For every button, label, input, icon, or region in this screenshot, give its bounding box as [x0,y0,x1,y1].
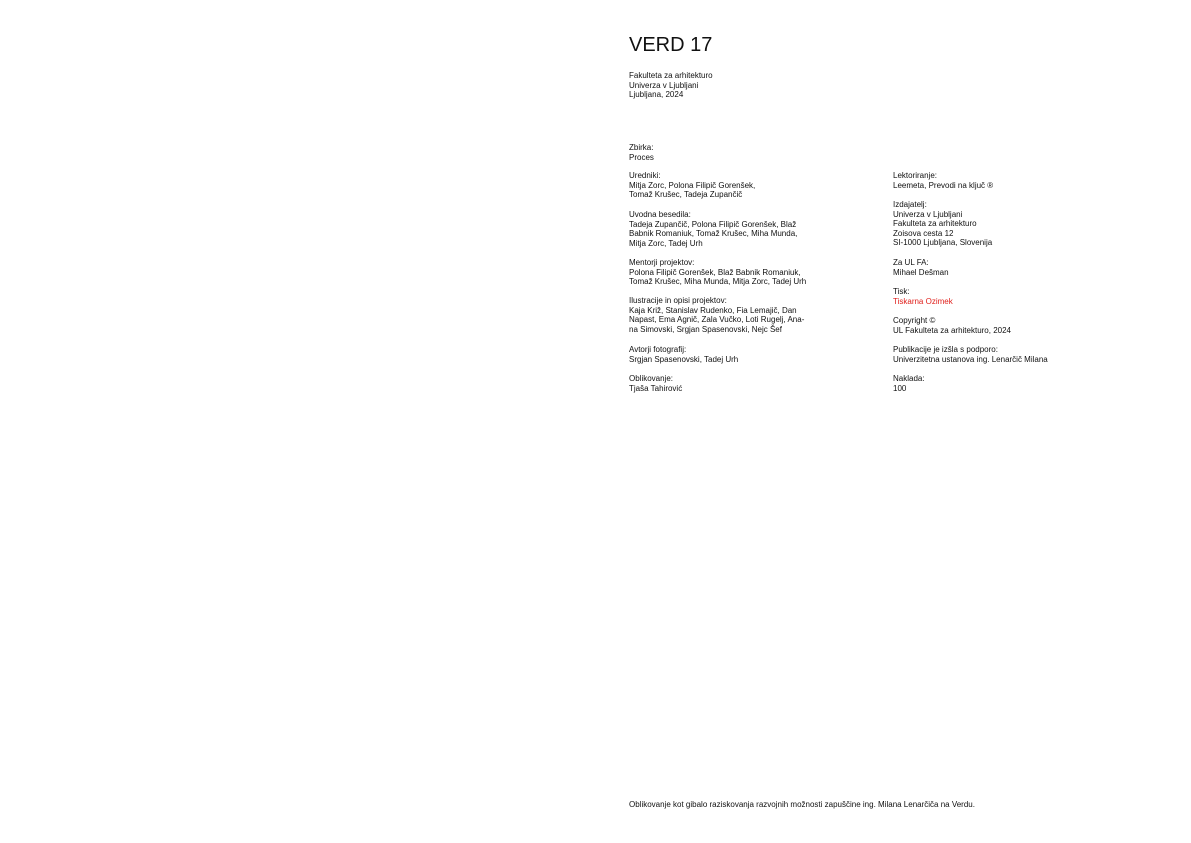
printer-name: Tiskarna Ozimek [893,296,953,306]
credit-value: na Simovski, Srgjan Spasenovski, Nejc Šef [629,324,782,334]
credit-value: Kaja Križ, Stanislav Rudenko, Fia Lemajič, Dan [629,305,797,315]
credit-label: Mentorji projektov: [629,258,695,267]
credit-value: Mitja Zorc, Tadej Urh [629,238,703,248]
footer-subtitle: Oblikovanje kot gibalo raziskovanja razvojnih možnosti zapuščine ing. Milana Lenarčiča na Verdu. [629,800,975,809]
institution-line: Fakulteta za arhitekturo [629,71,713,80]
credit-label: Izdajatelj: [893,200,927,209]
credit-for-ulfa [893,258,949,277]
credit-publisher [893,200,992,248]
credit-value: Proces [629,152,654,162]
credit-label: Uredniki: [629,171,661,180]
credit-label: Tisk: [893,287,910,296]
credit-value: 100 [893,383,907,393]
credit-value: SI-1000 Ljubljana, Slovenija [893,238,993,248]
credit-editors [629,171,755,200]
credit-label: Copyright © [893,316,936,325]
credit-value: UL Fakulteta za arhitekturo, 2024 [893,325,1011,335]
credit-value: Tomaž Krušec, Tadeja Zupančič [629,190,743,200]
credit-design [629,374,682,393]
credit-illustrations [629,296,804,334]
credit-value: Mihael Dešman [893,267,949,277]
credit-value: Leemeta, Prevodi na ključ ® [893,180,994,190]
credit-value: Fakulteta za arhitekturo [893,219,977,229]
credit-value: Tadeja Zupančič, Polona Filipič Gorenšek, Blaž [629,219,797,229]
credit-value: Mitja Zorc, Polona Filipič Gorenšek, [629,180,756,190]
credit-label: Lektoriranje: [893,171,938,180]
page-title: VERD 17 [629,34,713,56]
credit-label: Uvodna besedila: [629,210,691,219]
credit-label: Avtorji fotografij: [629,345,687,354]
credit-label: Zbirka: [629,143,654,152]
institution-block [629,71,713,100]
credit-value: Univerza v Ljubljani [893,209,963,219]
credit-print [893,287,953,306]
credit-value: Napast, Ema Agnič, Zala Vučko, Loti Rugelj, Ana- [629,315,805,325]
credit-value: Srgjan Spasenovski, Tadej Urh [629,354,739,364]
credit-label: Publikacije je izšla s podporo: [893,345,998,354]
credit-proofreading [893,171,993,190]
credit-value: Univerzitetna ustanova ing. Lenarčič Milana [893,354,1048,364]
credit-label: Oblikovanje: [629,374,674,383]
credit-value: Polona Filipič Gorenšek, Blaž Babnik Romaniuk, [629,267,801,277]
institution-line: Ljubljana, 2024 [629,90,684,100]
credit-value: Tomaž Krušec, Miha Munda, Mitja Zorc, Tadej Urh [629,277,807,287]
credit-value: Babnik Romaniuk, Tomaž Krušec, Miha Munda, [629,229,798,239]
institution-line: Univerza v Ljubljani [629,80,699,90]
credit-label: Naklada: [893,374,925,383]
credit-value: Zoisova cesta 12 [893,228,954,238]
credit-label: Za UL FA: [893,258,929,267]
credit-copyright [893,316,1011,335]
credit-print-run [893,374,925,393]
credit-collection [629,143,654,162]
credit-intro-texts [629,210,797,248]
credit-mentors [629,258,806,287]
credit-value: Tjaša Tahirović [629,383,683,393]
credit-label: Ilustracije in opisi projektov: [629,296,727,305]
credit-support [893,345,1048,364]
credit-photographers [629,345,738,364]
